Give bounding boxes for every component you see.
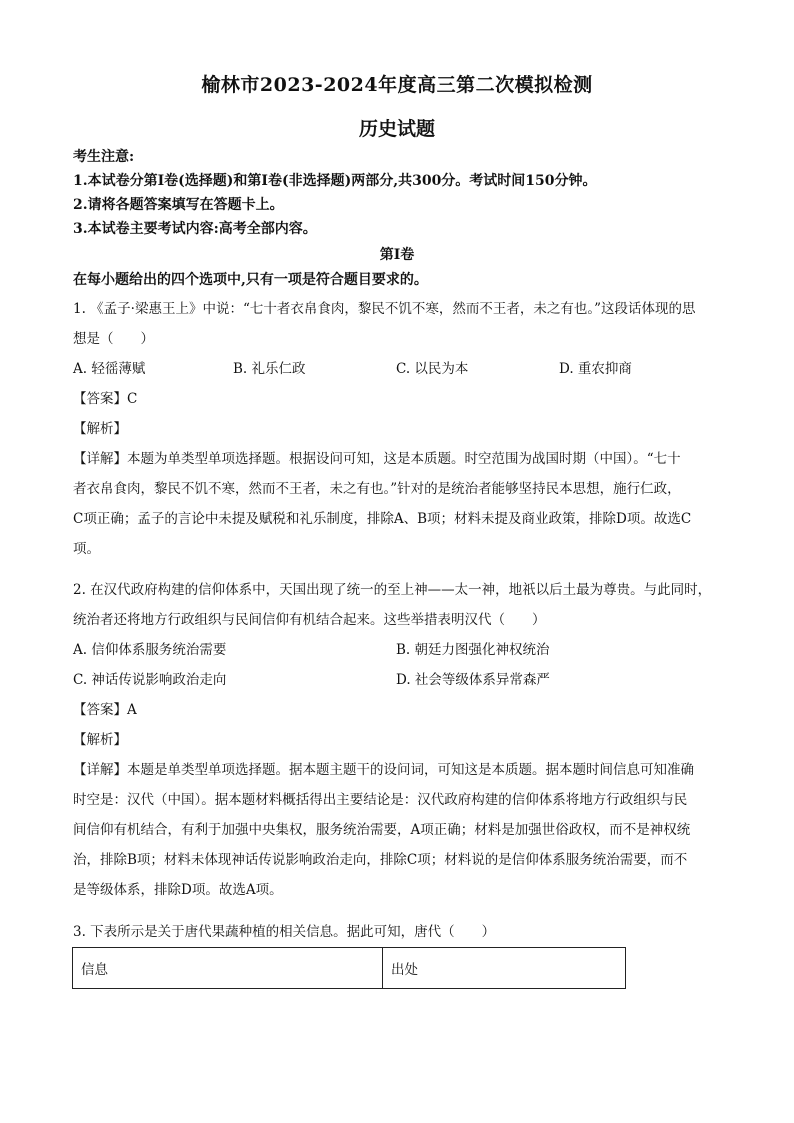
question-2-options-row-1 [73,635,729,665]
question-1-stem-line: 1. 《孟子·梁惠王上》中说：“七十者衣帛食肉，黎民不饥不寒，然而不王者，未之有也。”这段话体现的思 [73,301,696,317]
detail-line: 项。 [73,541,100,557]
detail-line: 是等级体系，排除D项。故选A项。 [73,882,283,898]
option-d: D. 重农抑商 [559,361,632,377]
analysis-tag: 【解析】 [73,732,127,748]
detail-line: 【详解】本题是单类型单项选择题。据本题主题干的设问词，可知这是本质题。据本题时间信息可知准确 [73,762,694,778]
detail-line: 治，排除B项；材料未体现神话传说影响政治走向，排除C项；材料说的是信仰体系服务统治需要，而不 [73,852,688,868]
question-1 [73,294,729,564]
answer-tag: 【答案】A [73,702,137,718]
detail-line: 【详解】本题为单类型单项选择题。根据设问可知，这是本质题。时空范围为战国时期（中国）。“七十 [73,451,681,467]
option-a: A. 轻徭薄赋 [73,361,146,377]
exam-notes [73,145,733,241]
question-3-stem: 3. 下表所示是关于唐代果蔬种植的相关信息。据此可知，唐代（ ） [73,924,496,940]
question-2 [73,575,729,905]
option-a: A. 信仰体系服务统治需要 [73,642,227,658]
analysis-tag: 【解析】 [73,421,127,437]
notes-heading: 考生注意: [73,149,135,165]
option-c: C. 以民为本 [396,361,469,377]
option-b: B. 礼乐仁政 [233,361,306,377]
detail-line: 时空是：汉代（中国）。据本题材料概括得出主要结论是：汉代政府构建的信仰体系将地方行政组织与民 [73,792,688,808]
notes-item-1: 1.本试卷分第Ⅰ卷(选择题)和第Ⅰ卷(非选择题)两部分,共300分。考试时间150分钟。 [73,173,597,189]
question-2-options-row-2 [73,665,729,695]
table-header-row [73,948,626,989]
detail-line: 者衣帛食肉，黎民不饥不寒，然而不王者，未之有也。”针对的是统治者能够坚持民本思想，施行仁政， [73,481,681,497]
question-1-stem-line: 想是（ ） [73,331,154,347]
page-title: 榆林市2023-2024年度高三第二次模拟检测 [201,74,593,96]
info-table [72,947,626,989]
option-b: B. 朝廷力图强化神权统治 [396,642,550,658]
question-2-stem-line: 2. 在汉代政府构建的信仰体系中，天国出现了统一的至上神——太一神，地祇以后土最为尊贵。与此同时， [73,582,712,598]
part-instruction: 在每小题给出的四个选项中,只有一项是符合题目要求的。 [73,272,428,288]
question-2-stem-line: 统治者还将地方行政组织与民间信仰有机结合起来。这些举措表明汉代（ ） [73,612,546,628]
question-1-options [73,354,729,384]
table-header-source: 出处 [383,948,626,989]
option-d: D. 社会等级体系异常森严 [396,672,550,688]
detail-line: 间信仰有机结合，有利于加强中央集权，服务统治需要，A项正确；材料是加强世俗政权，而不是神权统 [73,822,691,838]
table-header-info: 信息 [73,948,383,989]
notes-item-2: 2.请将各题答案填写在答题卡上。 [73,197,284,213]
page-subtitle: 历史试题 [358,118,435,140]
option-c: C. 神话传说影响政治走向 [73,672,227,688]
answer-tag: 【答案】C [73,391,138,407]
question-3 [73,917,729,947]
part-title: 第Ⅰ卷 [379,247,415,263]
notes-item-3: 3.本试卷主要考试内容:高考全部内容。 [73,221,317,237]
detail-line: C项正确；孟子的言论中未提及赋税和礼乐制度，排除A、B项；材料未提及商业政策，排除D项。故选C [73,511,692,527]
